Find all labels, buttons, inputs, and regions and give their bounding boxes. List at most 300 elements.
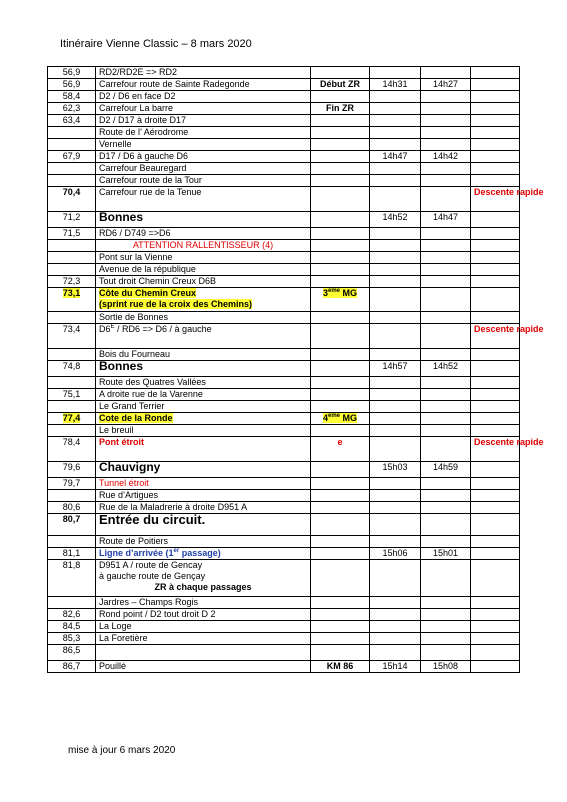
- note-cell: [471, 139, 520, 151]
- note-cell: [471, 413, 520, 425]
- km-cell: [48, 127, 96, 139]
- time-1-cell: [370, 536, 421, 548]
- time-2: 14h27: [432, 79, 459, 89]
- table-row: [48, 252, 520, 264]
- code-cell: [311, 288, 370, 312]
- time-1-cell: [370, 548, 421, 560]
- note-cell: [471, 462, 520, 478]
- location-cell: [96, 389, 311, 401]
- km-value: 79,6: [62, 462, 81, 472]
- time-2-cell: [421, 462, 471, 478]
- time-2-cell: [421, 560, 471, 597]
- table-row: [48, 127, 520, 139]
- table-row: [48, 139, 520, 151]
- table-row: [48, 276, 520, 288]
- time-1-cell: [370, 312, 421, 324]
- km-cell: [48, 437, 96, 462]
- time-1-cell: [370, 502, 421, 514]
- code-cell: [311, 361, 370, 377]
- table-row: [48, 288, 520, 312]
- location-sup: er: [173, 548, 180, 554]
- note-cell: [471, 609, 520, 621]
- code-cell: [311, 661, 370, 673]
- table-row: [48, 212, 520, 228]
- code-wrap: [323, 413, 357, 423]
- code-cell: [311, 151, 370, 163]
- km-value: 86,7: [62, 661, 81, 671]
- km-value: 71,2: [62, 212, 81, 222]
- time-2: 15h08: [432, 661, 459, 671]
- note-cell: [471, 312, 520, 324]
- km-cell: [48, 139, 96, 151]
- location-cell: [96, 175, 311, 187]
- note-cell: [471, 79, 520, 91]
- time-1-cell: [370, 413, 421, 425]
- note-cell: [471, 548, 520, 560]
- location-cell: [96, 127, 311, 139]
- table-row: [48, 536, 520, 548]
- time-2-cell: [421, 276, 471, 288]
- location-text: Carrefour Beauregard: [99, 163, 187, 173]
- time-1-cell: [370, 609, 421, 621]
- time-2-cell: [421, 228, 471, 240]
- time-1-cell: [370, 560, 421, 597]
- location-text: Tunnel étroit: [99, 478, 149, 488]
- code-cell: [311, 560, 370, 597]
- code-wrap: [323, 288, 357, 298]
- time-1-cell: [370, 212, 421, 228]
- note-cell: [471, 502, 520, 514]
- km-cell: [48, 425, 96, 437]
- note-cell: [471, 633, 520, 645]
- table-row: [48, 645, 520, 661]
- time-2: 14h42: [432, 151, 459, 161]
- location-text: Rond point / D2 tout droit D 2: [99, 609, 216, 619]
- location-text: Rue d’Artigues: [99, 490, 159, 500]
- note-cell: [471, 478, 520, 490]
- time-1-cell: [370, 478, 421, 490]
- location-text: Avenue de la république: [99, 264, 196, 274]
- time-2-cell: [421, 389, 471, 401]
- note-cell: [471, 514, 520, 536]
- time-2-cell: [421, 361, 471, 377]
- code-cell: [311, 79, 370, 91]
- location-text: ATTENTION RALLENTISSEUR (4): [132, 240, 274, 250]
- code-wrap: [320, 79, 360, 89]
- location-text: RD6 / D749 =>D6: [99, 228, 171, 238]
- update-note: mise à jour 6 mars 2020: [68, 745, 176, 756]
- time-2-cell: [421, 425, 471, 437]
- km-value: 82,6: [62, 609, 81, 619]
- location-cell: [96, 560, 311, 597]
- km-cell: [48, 609, 96, 621]
- km-cell: [48, 288, 96, 312]
- location-cell: [96, 401, 311, 413]
- table-row: [48, 228, 520, 240]
- location-text: Carrefour La barre: [99, 103, 174, 113]
- km-cell: [48, 252, 96, 264]
- km-cell: [48, 536, 96, 548]
- km-value: 56,9: [62, 67, 81, 77]
- location-cell: [96, 212, 311, 228]
- km-value: 78,4: [62, 437, 81, 447]
- location-cell: [96, 228, 311, 240]
- time-1: 14h57: [382, 361, 408, 371]
- code-cell: [311, 212, 370, 228]
- location-cell: [96, 67, 311, 79]
- km-cell: [48, 349, 96, 361]
- code-cell: [311, 139, 370, 151]
- km-cell: [48, 645, 96, 661]
- location-text: Pouillé: [99, 661, 127, 671]
- location-text: Carrefour route de Sainte Radegonde: [99, 79, 250, 89]
- time-2-cell: [421, 437, 471, 462]
- time-2-cell: [421, 661, 471, 673]
- note-cell: [471, 349, 520, 361]
- location-text: Entrée du circuit.: [99, 512, 206, 527]
- note-cell: [471, 536, 520, 548]
- zr-note: ZR à chaque passages: [154, 582, 252, 592]
- km-value: 81,1: [62, 548, 81, 558]
- table-row: [48, 478, 520, 490]
- km-cell: [48, 175, 96, 187]
- note-cell: [471, 240, 520, 252]
- note-cell: [471, 361, 520, 377]
- location-text: Côte du Chemin Creux: [99, 288, 197, 298]
- location-cell: [96, 264, 311, 276]
- code-cell: [311, 490, 370, 502]
- km-cell: [48, 462, 96, 478]
- location-text: Bonnes: [99, 210, 144, 224]
- time-1-cell: [370, 127, 421, 139]
- code-cell: [311, 597, 370, 609]
- location-cell: [96, 633, 311, 645]
- table-row: [48, 548, 520, 560]
- table-row: [48, 103, 520, 115]
- note-cell: [471, 228, 520, 240]
- time-2-cell: [421, 502, 471, 514]
- table-row: [48, 560, 520, 597]
- time-2-cell: [421, 514, 471, 536]
- location-text: Sortie de Bonnes: [99, 312, 169, 322]
- km-cell: [48, 151, 96, 163]
- km-cell: [48, 514, 96, 536]
- code-cell: [311, 609, 370, 621]
- time-1-cell: [370, 425, 421, 437]
- table-row: [48, 425, 520, 437]
- km-cell: [48, 324, 96, 349]
- table-row: [48, 240, 520, 252]
- table-row: [48, 661, 520, 673]
- table-row: [48, 361, 520, 377]
- location-tail: / RD6 => D6 / à gauche: [114, 324, 212, 334]
- code-cell: [311, 67, 370, 79]
- location-text: D951 A / route de Gencay: [99, 560, 203, 570]
- km-cell: [48, 478, 96, 490]
- km-value: 73,1: [62, 288, 81, 298]
- code-cell: [311, 127, 370, 139]
- note-cell: [471, 597, 520, 609]
- time-2-cell: [421, 91, 471, 103]
- time-1-cell: [370, 228, 421, 240]
- code-cell: [311, 252, 370, 264]
- km-value: 74,8: [62, 361, 81, 371]
- location-text: D17 / D6 à gauche D6: [99, 151, 189, 161]
- code-cell: [311, 228, 370, 240]
- code-cell: [311, 377, 370, 389]
- time-2-cell: [421, 413, 471, 425]
- table-row: [48, 597, 520, 609]
- km-value: 77,4: [62, 413, 81, 423]
- location-cell: [96, 187, 311, 212]
- time-1-cell: [370, 240, 421, 252]
- km-value: 86,5: [62, 645, 81, 655]
- time-2-cell: [421, 349, 471, 361]
- code-cell: [311, 401, 370, 413]
- table-row: [48, 490, 520, 502]
- note-cell: [471, 661, 520, 673]
- code-value: 4: [322, 413, 328, 423]
- km-cell: [48, 597, 96, 609]
- code-sup: ème: [328, 413, 341, 419]
- note-cell: [471, 187, 544, 212]
- note-cell: [471, 67, 520, 79]
- table-row: [48, 312, 520, 324]
- note-cell: [471, 401, 520, 413]
- time-2-cell: [421, 103, 471, 115]
- table-row: [48, 79, 520, 91]
- km-value: 73,4: [62, 324, 81, 334]
- time-2-cell: [421, 478, 471, 490]
- location-sup: E: [110, 324, 115, 330]
- code-wrap: [326, 103, 354, 113]
- table-row: [48, 175, 520, 187]
- km-cell: [48, 312, 96, 324]
- location-cell: [96, 163, 311, 175]
- km-cell: [48, 621, 96, 633]
- time-2-cell: [421, 621, 471, 633]
- km-cell: [48, 163, 96, 175]
- km-cell: [48, 413, 96, 425]
- time-1-cell: [370, 187, 421, 212]
- location-cell: [96, 288, 311, 312]
- time-2-cell: [421, 252, 471, 264]
- location-text: Pont sur la Vienne: [99, 252, 173, 262]
- location-text: Vernelle: [99, 139, 132, 149]
- code-sup: ème: [328, 288, 341, 294]
- time-1-cell: [370, 91, 421, 103]
- code-value: 3: [322, 288, 328, 298]
- time-1-cell: [370, 324, 421, 349]
- location-cell: [96, 536, 311, 548]
- table-row: [48, 115, 520, 127]
- code-cell: [311, 621, 370, 633]
- table-row: [48, 609, 520, 621]
- km-cell: [48, 361, 96, 377]
- time-1-cell: [370, 349, 421, 361]
- location-cell: [96, 437, 311, 462]
- location-text: Route de Poitiers: [99, 536, 169, 546]
- note-cell: [471, 288, 520, 312]
- km-cell: [48, 389, 96, 401]
- code-tail: MG: [340, 288, 358, 298]
- code-cell: [311, 548, 370, 560]
- km-value: 71,5: [62, 228, 81, 238]
- code-cell: [311, 324, 370, 349]
- km-cell: [48, 187, 96, 212]
- time-1: 15h03: [382, 462, 408, 472]
- km-value: 70,4: [62, 187, 81, 197]
- location-cell: [96, 361, 311, 377]
- code-tail: MG: [340, 413, 358, 423]
- location-cell: [96, 115, 311, 127]
- location-cell: [96, 597, 311, 609]
- note-cell: [471, 103, 520, 115]
- table-row: [48, 389, 520, 401]
- time-1-cell: [370, 288, 421, 312]
- km-cell: [48, 633, 96, 645]
- time-2: 15h01: [432, 548, 459, 558]
- note-cell: [471, 377, 520, 389]
- code-cell: [311, 349, 370, 361]
- time-1: 14h52: [382, 212, 408, 222]
- table-row: [48, 633, 520, 645]
- table-row: [48, 401, 520, 413]
- km-cell: [48, 377, 96, 389]
- time-2-cell: [421, 212, 471, 228]
- code-cell: [311, 514, 370, 536]
- location-cell: [96, 91, 311, 103]
- location-cell: [96, 79, 311, 91]
- itinerary-body: [48, 67, 544, 673]
- time-1-cell: [370, 103, 421, 115]
- km-cell: [48, 240, 96, 252]
- location-text: Pont étroit: [99, 437, 144, 447]
- location-text: D2 / D6 en face D2: [99, 91, 176, 101]
- time-1-cell: [370, 151, 421, 163]
- code-cell: [311, 462, 370, 478]
- time-1-cell: [370, 462, 421, 478]
- note-cell: [471, 425, 520, 437]
- table-row: [48, 67, 520, 79]
- note-text: Descente rapide: [474, 324, 544, 334]
- location-text: Ligne d’arrivée (1: [99, 548, 174, 558]
- km-value: 81,8: [62, 560, 81, 570]
- location-cell: [96, 621, 311, 633]
- km-value: 80,6: [62, 502, 81, 512]
- time-1-cell: [370, 115, 421, 127]
- time-2-cell: [421, 536, 471, 548]
- km-value: 85,3: [62, 633, 81, 643]
- time-1-cell: [370, 401, 421, 413]
- time-2-cell: [421, 597, 471, 609]
- time-1: 15h14: [382, 661, 408, 671]
- itinerary-table: [47, 66, 544, 673]
- time-1-cell: [370, 252, 421, 264]
- time-1-cell: [370, 437, 421, 462]
- km-cell: [48, 502, 96, 514]
- note-text: Descente rapide: [474, 437, 544, 447]
- location-text: D6: [99, 324, 111, 334]
- location-text: La Foretière: [99, 633, 148, 643]
- table-row: [48, 437, 520, 462]
- location-cell: [96, 548, 311, 560]
- time-1-cell: [370, 514, 421, 536]
- location-text: D2 / D17 à droite D17: [99, 115, 187, 125]
- location-cell: [96, 413, 311, 425]
- time-1-cell: [370, 276, 421, 288]
- location-text: Route de l’ Aérodrome: [99, 127, 189, 137]
- location-text: A droite rue de la Varenne: [99, 389, 203, 399]
- km-cell: [48, 79, 96, 91]
- time-1-cell: [370, 67, 421, 79]
- location-cell: [96, 377, 311, 389]
- location-cell: [96, 151, 311, 163]
- note-cell: [471, 91, 520, 103]
- code-cell: [311, 187, 370, 212]
- time-2-cell: [421, 187, 471, 212]
- time-2-cell: [421, 67, 471, 79]
- table-row: [48, 413, 520, 425]
- time-1-cell: [370, 661, 421, 673]
- time-1-cell: [370, 621, 421, 633]
- note-cell: [471, 389, 520, 401]
- document-title: Itinéraire Vienne Classic – 8 mars 2020: [60, 38, 252, 50]
- km-value: 62,3: [62, 103, 81, 113]
- km-cell: [48, 67, 96, 79]
- time-1-cell: [370, 633, 421, 645]
- time-2-cell: [421, 240, 471, 252]
- km-cell: [48, 401, 96, 413]
- code-value: KM 86: [326, 661, 354, 671]
- table-row: [48, 187, 520, 212]
- time-2-cell: [421, 377, 471, 389]
- km-value: 84,5: [62, 621, 81, 631]
- km-value: 58,4: [62, 91, 81, 101]
- time-2-cell: [421, 288, 471, 312]
- note-cell: [471, 437, 544, 462]
- time-2-cell: [421, 490, 471, 502]
- location-text-line2: à gauche route de Gençay: [99, 571, 206, 581]
- time-1-cell: [370, 139, 421, 151]
- km-value: 72,3: [62, 276, 81, 286]
- location-cell: [96, 490, 311, 502]
- km-value: 63,4: [62, 115, 81, 125]
- note-cell: [471, 212, 520, 228]
- note-cell: [471, 252, 520, 264]
- time-2-cell: [421, 633, 471, 645]
- km-cell: [48, 228, 96, 240]
- code-cell: [311, 163, 370, 175]
- location-cell: [96, 645, 311, 661]
- location-text-line2: (sprint rue de la croix des Chemins): [99, 299, 253, 309]
- time-1-cell: [370, 645, 421, 661]
- location-cell: [96, 252, 311, 264]
- location-text: Rue de la Maladrerie à droite D951 A: [99, 502, 248, 512]
- location-text: Jardres – Champs Rogis: [99, 597, 199, 607]
- km-cell: [48, 560, 96, 597]
- time-2-cell: [421, 127, 471, 139]
- time-2-cell: [421, 163, 471, 175]
- code-cell: [311, 536, 370, 548]
- km-cell: [48, 103, 96, 115]
- location-cell: [96, 478, 311, 490]
- code-cell: [311, 276, 370, 288]
- note-cell: [471, 163, 520, 175]
- km-value: 75,1: [62, 389, 81, 399]
- time-1: 14h31: [382, 79, 408, 89]
- location-cell: [96, 103, 311, 115]
